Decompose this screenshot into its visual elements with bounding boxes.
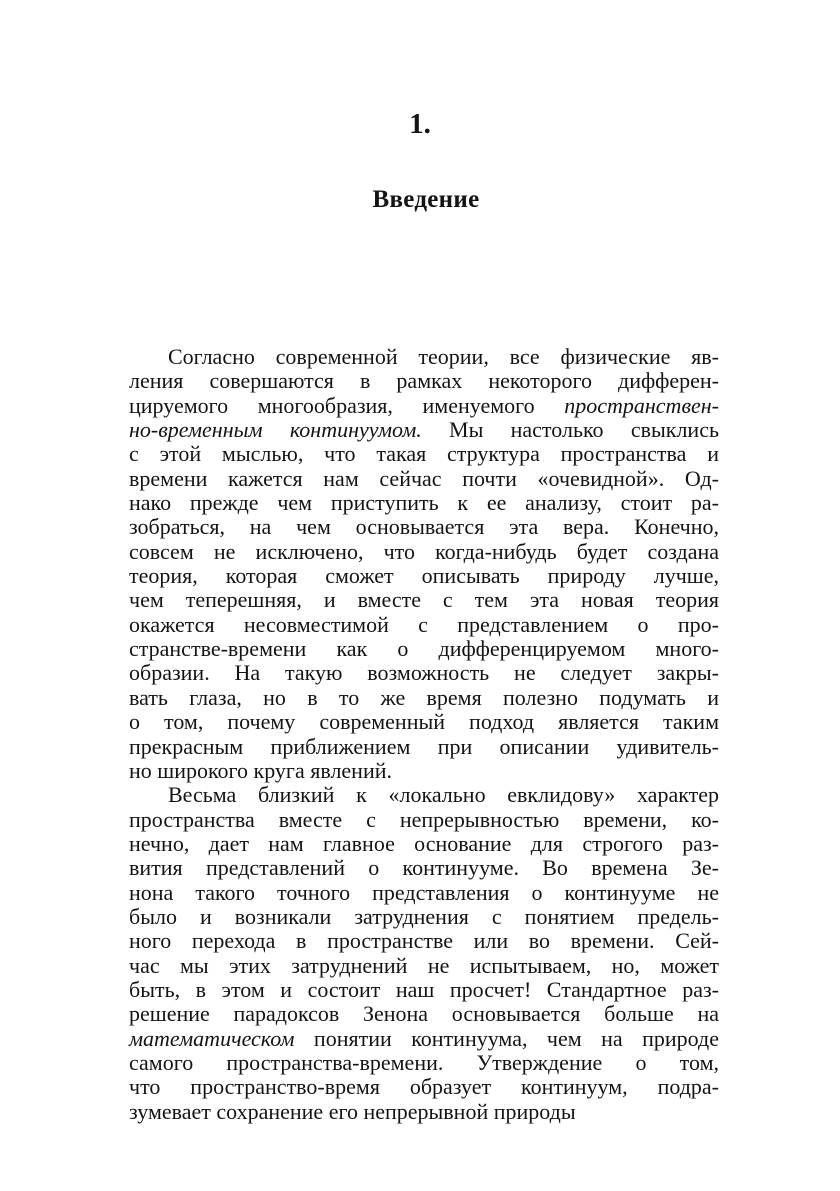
text-segment: зобраться, на чем основывается эта вера. Конечно, — [129, 514, 719, 540]
text-line — [129, 1051, 719, 1075]
italic-text: пространствен- — [564, 392, 719, 418]
text-segment: времени кажется нам сейчас почти «очевидной». Од- — [129, 465, 719, 491]
text-segment: ного перехода в пространстве или во времени. Сей- — [129, 928, 719, 954]
text-line — [129, 515, 719, 539]
text-segment: вития представлений о континууме. Во времена Зе- — [129, 855, 719, 881]
text-segment: окажется несовместимой с представлением о про- — [129, 611, 719, 637]
text-segment: странстве-времени как о дифференцируемом много- — [129, 636, 719, 662]
italic-text: но-временным континуумом. — [129, 417, 422, 443]
text-segment: совсем не исключено, что когда-нибудь будет создана — [129, 538, 719, 564]
text-line — [129, 686, 719, 710]
text-line — [129, 564, 719, 588]
text-segment: вать глаза, но в то же время полезно подумать и — [129, 684, 719, 710]
chapter-title: Введение — [372, 186, 480, 213]
text-segment: зумевает сохранение его непрерывной природы — [129, 1098, 576, 1124]
text-line — [129, 661, 719, 685]
text-line — [129, 442, 719, 466]
text-line — [129, 832, 719, 856]
text-line — [129, 954, 719, 978]
text-segment: образии. На такую возможность не следует закры- — [129, 660, 719, 686]
text-segment: но широкого круга явлений. — [129, 757, 393, 783]
text-line — [129, 613, 719, 637]
text-line — [129, 1075, 719, 1099]
text-line — [129, 929, 719, 953]
text-line — [129, 1027, 719, 1051]
text-segment: Согласно современной теории, все физические яв- — [168, 344, 719, 369]
text-segment: ления совершаются в рамках некоторого дифферен- — [129, 368, 719, 394]
text-segment: нако прежде чем приступить к ее анализу, стоит ра- — [129, 490, 719, 516]
text-segment: прекрасным приближением при описании удивитель- — [129, 733, 719, 759]
text-line — [129, 637, 719, 661]
text-line — [129, 588, 719, 612]
text-segment: было и возникали затруднения с понятием предель- — [129, 903, 719, 929]
text-line — [129, 759, 719, 783]
text-segment: понятии континуума, чем на природе — [294, 1025, 719, 1051]
chapter-number: 1. — [409, 108, 431, 140]
text-segment: нона такого точного представления о континууме не — [129, 879, 719, 905]
text-line — [129, 418, 719, 442]
italic-text: математическом — [129, 1025, 295, 1051]
text-line — [129, 905, 719, 929]
text-segment: решение парадоксов Зенона основывается больше на — [129, 1001, 719, 1027]
text-segment: Весьма близкий к «локально евклидову» характер — [168, 782, 719, 808]
text-line — [129, 1100, 719, 1124]
text-line — [129, 540, 719, 564]
text-line — [129, 881, 719, 905]
text-segment: самого пространства-времени. Утверждение о том, — [129, 1049, 719, 1075]
text-segment: пространства вместе с непрерывностью времени, ко- — [129, 806, 719, 832]
text-line — [129, 808, 719, 832]
text-line — [129, 735, 719, 759]
text-line — [129, 369, 719, 393]
text-line — [129, 783, 719, 807]
text-line — [129, 345, 719, 369]
paragraph — [129, 783, 719, 1124]
body-text — [129, 345, 719, 1124]
text-segment: теория, которая сможет описывать природу лучше, — [129, 563, 719, 589]
text-segment: чем теперешняя, и вместе с тем эта новая теория — [129, 587, 719, 613]
text-line — [129, 1002, 719, 1026]
text-segment: Мы настолько свыклись — [421, 417, 719, 443]
text-segment: цируемого многообразия, именуемого — [129, 392, 565, 418]
text-line — [129, 394, 719, 418]
paragraph — [129, 345, 719, 783]
text-segment: с этой мыслью, что такая структура пространства и — [129, 441, 719, 467]
text-line — [129, 856, 719, 880]
text-line — [129, 491, 719, 515]
text-segment: быть, в этом и состоит наш просчет! Стандартное раз- — [129, 976, 719, 1002]
text-segment: о том, почему современный подход является таким — [129, 709, 719, 735]
text-segment: час мы этих затруднений не испытываем, но, может — [129, 952, 719, 978]
text-line — [129, 978, 719, 1002]
text-segment: нечно, дает нам главное основание для строгого раз- — [129, 830, 719, 856]
text-line — [129, 467, 719, 491]
text-segment: что пространство-время образует континуум, подра- — [129, 1074, 719, 1100]
text-line — [129, 710, 719, 734]
